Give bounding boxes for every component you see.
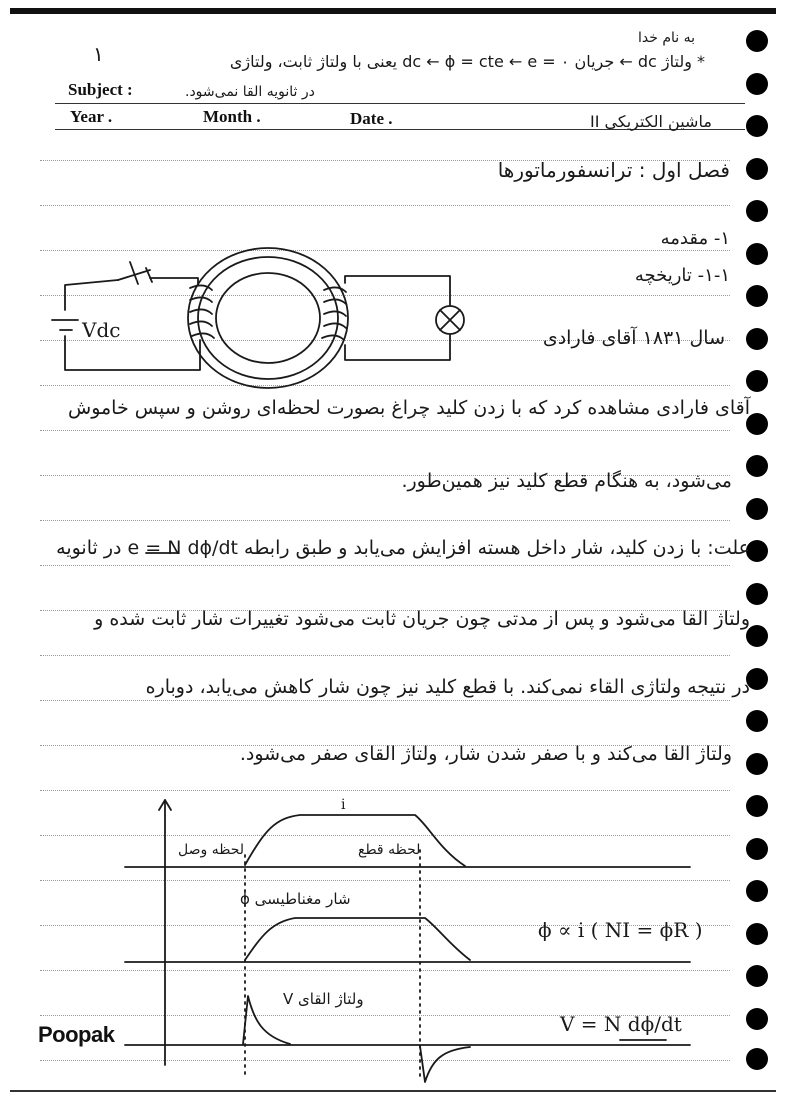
transformer-core-outer — [188, 248, 348, 388]
flux-relation: ϕ ∝ i ( NI = ϕR ) — [538, 918, 703, 942]
transformer-core-middle — [198, 257, 338, 379]
paragraph-line: ولتاژ القا می‌شود و پس از مدتی چون جریان ثابت می‌شود تغییرات شار ثابت شده و — [94, 608, 750, 630]
page-number: ١ — [93, 42, 104, 66]
section-intro: ۱- مقدمه — [660, 228, 730, 249]
voltage-formula: V = N dϕ/dt — [560, 1012, 682, 1036]
subject-label: Subject : — [68, 80, 133, 99]
voltage-label: ولتاژ القای V — [283, 990, 364, 1008]
year-note: سال ۱۸۳۱ آقای فارادی — [542, 327, 725, 349]
section-history: ۱-۱- تاریخچه — [634, 265, 730, 286]
label-connect: لحظه وصل — [178, 842, 244, 858]
primary-circuit — [65, 278, 200, 370]
paragraph-line: در نتیجه ولتاژی القاء نمی‌کند. با قطع کلید نیز چون شار کاهش می‌یابد، دوباره — [145, 676, 750, 698]
date-label: Date . — [350, 109, 393, 128]
flux-curve — [245, 918, 470, 960]
current-marker: i — [341, 797, 346, 813]
current-curve — [245, 815, 465, 866]
chapter-title: فصل اول : ترانسفورماتورها — [497, 158, 730, 182]
month-label: Month . — [203, 107, 261, 126]
secondary-circuit — [345, 276, 450, 360]
transformer-core-inner — [216, 273, 320, 363]
year-label: Year . — [70, 107, 113, 126]
lamp-icon — [436, 306, 464, 334]
bismillah: به نام خدا — [638, 30, 696, 46]
course-title: ماشین الکتریکی II — [590, 112, 712, 131]
notebook-brand: Poopak — [38, 1022, 115, 1047]
label-disconnect: لحظه قطع — [358, 842, 421, 858]
paragraph-line: می‌شود، به هنگام قطع کلید نیز همین‌طور. — [401, 470, 732, 492]
header-note: * ولتاژ dc ← جریان dc ← ϕ = cte ← e = ۰ یعنی با ولتاژ ثابت، ولتاژی — [229, 52, 705, 71]
switch-icon — [118, 262, 152, 284]
paragraph-line: ولتاژ القا می‌کند و با صفر شدن شار، ولتاژ القای صفر می‌شود. — [239, 743, 732, 765]
subject-value: در ثانویه القا نمی‌شود. — [185, 84, 315, 100]
battery-icon — [52, 320, 78, 330]
voltage-curve — [243, 996, 470, 1082]
flux-label: شار مغناطیسی ϕ — [240, 890, 351, 908]
paragraph-line: آقای فارادی مشاهده کرد که با زدن کلید چراغ بصورت لحظه‌ای روشن و سپس خاموش — [68, 397, 750, 419]
paragraph-line: علت: با زدن کلید، شار داخل هسته افزایش می‌یابد و طبق رابطه e = N dϕ/dt در ثانویه — [56, 537, 750, 559]
vdc-label: Vdc — [82, 318, 121, 342]
